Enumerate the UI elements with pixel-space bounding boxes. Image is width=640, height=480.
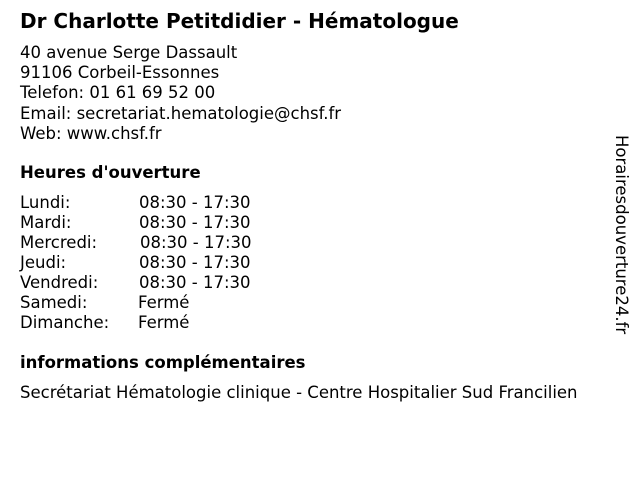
hours-time: 08:30 - 17:30	[140, 233, 252, 252]
opening-hours-table	[20, 193, 320, 333]
hours-time: 08:30 - 17:30	[139, 193, 251, 212]
hours-row-wednesday	[20, 233, 320, 253]
hours-row-saturday	[20, 293, 320, 313]
hours-day: Vendredi:	[20, 273, 99, 292]
hours-day: Mardi:	[20, 213, 72, 232]
hours-time: Fermé	[138, 313, 190, 332]
page-title: Dr Charlotte Petitdidier - Hématologue	[20, 9, 459, 33]
email-line[interactable]: Email: secretariat.hematologie@chsf.fr	[20, 103, 342, 123]
opening-hours-heading: Heures d'ouverture	[20, 163, 201, 182]
contact-block	[20, 43, 341, 144]
additional-info-heading: informations complémentaires	[20, 353, 306, 372]
hours-day: Samedi:	[20, 293, 88, 312]
hours-time: 08:30 - 17:30	[139, 253, 251, 272]
hours-time: 08:30 - 17:30	[139, 213, 251, 232]
additional-info-text: Secrétariat Hématologie clinique - Centre Hospitalier Sud Francilien	[20, 383, 578, 402]
phone-line[interactable]: Telefon: 01 61 69 52 00	[20, 83, 216, 103]
address-city: 91106 Corbeil-Essonnes	[20, 63, 220, 83]
web-line[interactable]: Web: www.chsf.fr	[20, 123, 162, 143]
hours-row-sunday	[20, 313, 320, 333]
hours-day: Dimanche:	[20, 313, 110, 332]
hours-row-tuesday	[20, 213, 320, 233]
hours-row-thursday	[20, 253, 320, 273]
hours-time: 08:30 - 17:30	[139, 273, 251, 292]
site-watermark	[612, 135, 634, 375]
hours-day: Lundi:	[20, 193, 71, 212]
hours-day: Mercredi:	[20, 233, 98, 252]
hours-day: Jeudi:	[20, 253, 67, 272]
watermark-text: Horairesdouverture24.fr	[612, 135, 631, 335]
address-street: 40 avenue Serge Dassault	[20, 43, 238, 62]
hours-time: Fermé	[138, 293, 190, 312]
hours-row-friday	[20, 273, 320, 293]
hours-row-monday	[20, 193, 320, 213]
